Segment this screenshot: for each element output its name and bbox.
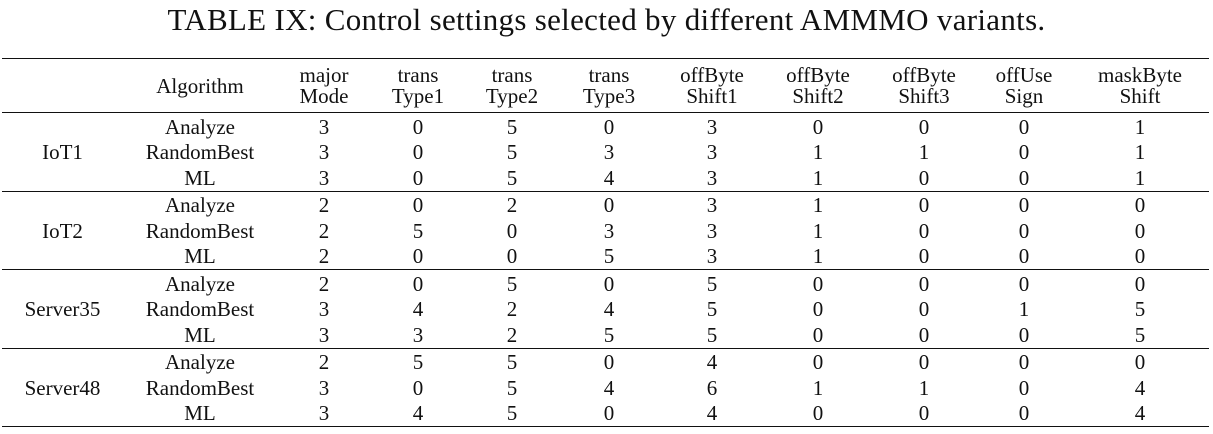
table-row — [2, 348, 1209, 375]
value-cell: 0 — [412, 165, 424, 190]
value-cell: 3 — [706, 218, 718, 243]
value-cell: 0 — [918, 165, 930, 190]
value-cell: 1 — [1134, 140, 1146, 165]
value-cell: 0 — [1018, 218, 1030, 243]
value-cell: 0 — [765, 270, 871, 297]
header-major-mode — [277, 59, 371, 113]
table-row — [2, 140, 1209, 166]
value-cell: 5 — [506, 114, 518, 139]
value-cell: 0 — [603, 114, 615, 139]
algorithm-cell: ML — [184, 322, 216, 347]
value-cell: 5 — [465, 348, 559, 375]
value-cell: 1 — [812, 375, 824, 400]
header-line1: trans — [588, 63, 630, 87]
value-cell: 4 — [371, 401, 465, 427]
header-group — [2, 59, 123, 113]
value-cell: 0 — [765, 401, 871, 427]
value-cell: 5 — [412, 218, 424, 243]
value-cell: 0 — [765, 348, 871, 375]
header-offbyte-shift2 — [765, 59, 871, 113]
value-cell: 0 — [812, 297, 824, 322]
value-cell: 4 — [603, 165, 615, 190]
header-offbyte-shift3 — [871, 59, 977, 113]
value-cell: 0 — [1018, 322, 1030, 347]
value-cell: 3 — [706, 244, 718, 269]
value-cell: 3 — [318, 375, 330, 400]
header-line1: trans — [397, 63, 439, 87]
table-row — [2, 218, 1209, 244]
value-cell: 0 — [918, 218, 930, 243]
table-caption: TABLE IX: Control settings selected by different AMMMO variants. — [167, 2, 1046, 37]
value-cell: 4 — [603, 297, 615, 322]
header-trans-type3 — [559, 59, 659, 113]
group-label: Server48 — [2, 348, 123, 427]
value-cell: 1 — [1018, 297, 1030, 322]
value-cell: 0 — [918, 244, 930, 269]
table-row — [2, 270, 1209, 297]
header-trans-type1 — [371, 59, 465, 113]
value-cell: 0 — [412, 375, 424, 400]
header-line1: offByte — [680, 63, 744, 87]
algorithm-cell: Analyze — [123, 191, 277, 218]
algorithm-cell: RandomBest — [145, 375, 255, 400]
group-iot1 — [2, 113, 1209, 192]
header-line1: offByte — [786, 63, 850, 87]
algorithm-cell: RandomBest — [145, 140, 255, 165]
value-cell: 1 — [812, 165, 824, 190]
table-row — [2, 244, 1209, 270]
value-cell: 5 — [706, 297, 718, 322]
value-cell: 5 — [659, 270, 765, 297]
header-offbyte-shift1 — [659, 59, 765, 113]
table-row — [2, 401, 1209, 427]
value-cell: 2 — [277, 191, 371, 218]
value-cell: 6 — [706, 375, 718, 400]
value-cell: 5 — [506, 140, 518, 165]
algorithm-cell: ML — [123, 401, 277, 427]
control-settings-table — [2, 58, 1209, 427]
value-cell: 3 — [277, 401, 371, 427]
value-cell: 5 — [465, 270, 559, 297]
value-cell: 5 — [706, 322, 718, 347]
value-cell: 1 — [918, 140, 930, 165]
value-cell: 5 — [603, 322, 615, 347]
value-cell: 3 — [706, 114, 718, 139]
value-cell: 1 — [918, 375, 930, 400]
value-cell: 2 — [277, 270, 371, 297]
value-cell: 2 — [277, 348, 371, 375]
header-line1: maskByte — [1098, 63, 1182, 87]
value-cell: 0 — [559, 401, 659, 427]
value-cell: 0 — [918, 114, 930, 139]
value-cell: 0 — [977, 348, 1071, 375]
value-cell: 5 — [1134, 322, 1146, 347]
value-cell: 0 — [371, 191, 465, 218]
value-cell: 4 — [659, 348, 765, 375]
value-cell: 1 — [812, 218, 824, 243]
value-cell: 2 — [318, 244, 330, 269]
header-algorithm: Algorithm — [123, 59, 277, 113]
value-cell: 4 — [1134, 375, 1146, 400]
value-cell: 0 — [1071, 270, 1209, 297]
value-cell: 0 — [1071, 348, 1209, 375]
value-cell: 0 — [871, 401, 977, 427]
algorithm-cell: Analyze — [165, 114, 235, 139]
value-cell: 1 — [765, 191, 871, 218]
header-line2: Shift — [1119, 84, 1161, 108]
value-cell: 3 — [412, 322, 424, 347]
header-line1: offByte — [892, 63, 956, 87]
table-row — [2, 322, 1209, 348]
group-server35 — [2, 270, 1209, 349]
group-label: Server35 — [2, 270, 123, 349]
algorithm-cell: RandomBest — [145, 297, 255, 322]
value-cell: 0 — [1134, 244, 1146, 269]
algorithm-cell: ML — [184, 244, 216, 269]
value-cell: 0 — [977, 270, 1071, 297]
value-cell: 0 — [559, 348, 659, 375]
value-cell: 0 — [559, 270, 659, 297]
value-cell: 3 — [706, 165, 718, 190]
value-cell: 0 — [1018, 375, 1030, 400]
value-cell: 0 — [1018, 165, 1030, 190]
value-cell: 3 — [603, 140, 615, 165]
value-cell: 4 — [412, 297, 424, 322]
header-line1: trans — [491, 63, 533, 87]
value-cell: 0 — [1134, 218, 1146, 243]
algorithm-cell: Analyze — [123, 348, 277, 375]
table-row — [2, 297, 1209, 323]
value-cell: 0 — [506, 244, 518, 269]
header-line2: Shift2 — [792, 84, 844, 108]
header-line2: Shift1 — [686, 84, 738, 108]
header-maskbyte-shift — [1071, 59, 1209, 113]
table-row — [2, 165, 1209, 191]
value-cell: 0 — [918, 322, 930, 347]
table-row — [2, 191, 1209, 218]
header-offuse-sign — [977, 59, 1071, 113]
value-cell: 2 — [318, 218, 330, 243]
value-cell: 0 — [977, 191, 1071, 218]
value-cell: 0 — [871, 270, 977, 297]
table-row — [2, 375, 1209, 401]
value-cell: 0 — [1018, 140, 1030, 165]
value-cell: 1 — [812, 244, 824, 269]
value-cell: 1 — [1134, 114, 1146, 139]
value-cell: 1 — [812, 140, 824, 165]
value-cell: 3 — [318, 297, 330, 322]
value-cell: 4 — [659, 401, 765, 427]
value-cell: 5 — [506, 165, 518, 190]
value-cell: 0 — [918, 297, 930, 322]
group-iot2 — [2, 191, 1209, 270]
value-cell: 0 — [1018, 114, 1030, 139]
algorithm-cell: ML — [184, 165, 216, 190]
value-cell: 5 — [1134, 297, 1146, 322]
value-cell: 5 — [465, 401, 559, 427]
group-server48 — [2, 348, 1209, 427]
value-cell: 2 — [465, 191, 559, 218]
value-cell: 2 — [506, 297, 518, 322]
value-cell: 0 — [371, 270, 465, 297]
value-cell: 3 — [318, 165, 330, 190]
value-cell: 0 — [1018, 244, 1030, 269]
value-cell: 0 — [977, 401, 1071, 427]
value-cell: 0 — [1071, 191, 1209, 218]
value-cell: 0 — [412, 114, 424, 139]
value-cell: 3 — [318, 114, 330, 139]
value-cell: 0 — [412, 244, 424, 269]
value-cell: 5 — [371, 348, 465, 375]
algorithm-cell: RandomBest — [145, 218, 255, 243]
value-cell: 3 — [318, 140, 330, 165]
algorithm-cell: Analyze — [123, 270, 277, 297]
header-line2: Type1 — [391, 84, 445, 108]
value-cell: 3 — [659, 191, 765, 218]
group-label: IoT1 — [42, 140, 83, 165]
value-cell: 0 — [871, 191, 977, 218]
header-line1: offUse — [995, 63, 1053, 87]
value-cell: 5 — [506, 375, 518, 400]
value-cell: 4 — [1071, 401, 1209, 427]
header-line2: Type2 — [485, 84, 539, 108]
value-cell: 3 — [318, 322, 330, 347]
value-cell: 2 — [506, 322, 518, 347]
value-cell: 3 — [706, 140, 718, 165]
value-cell: 0 — [412, 140, 424, 165]
header-line2: Mode — [299, 84, 349, 108]
value-cell: 4 — [603, 375, 615, 400]
value-cell: 3 — [603, 218, 615, 243]
group-label: IoT2 — [2, 191, 123, 270]
value-cell: 1 — [1134, 165, 1146, 190]
header-row — [2, 59, 1209, 113]
table-row — [2, 113, 1209, 140]
value-cell: 0 — [506, 218, 518, 243]
header-trans-type2 — [465, 59, 559, 113]
header-line1: major — [299, 63, 349, 87]
value-cell: 0 — [812, 322, 824, 347]
value-cell: 5 — [603, 244, 615, 269]
header-line2: Type3 — [582, 84, 636, 108]
header-line2: Sign — [1004, 84, 1044, 108]
value-cell: 0 — [871, 348, 977, 375]
value-cell: 0 — [812, 114, 824, 139]
header-line2: Shift3 — [898, 84, 950, 108]
value-cell: 0 — [559, 191, 659, 218]
